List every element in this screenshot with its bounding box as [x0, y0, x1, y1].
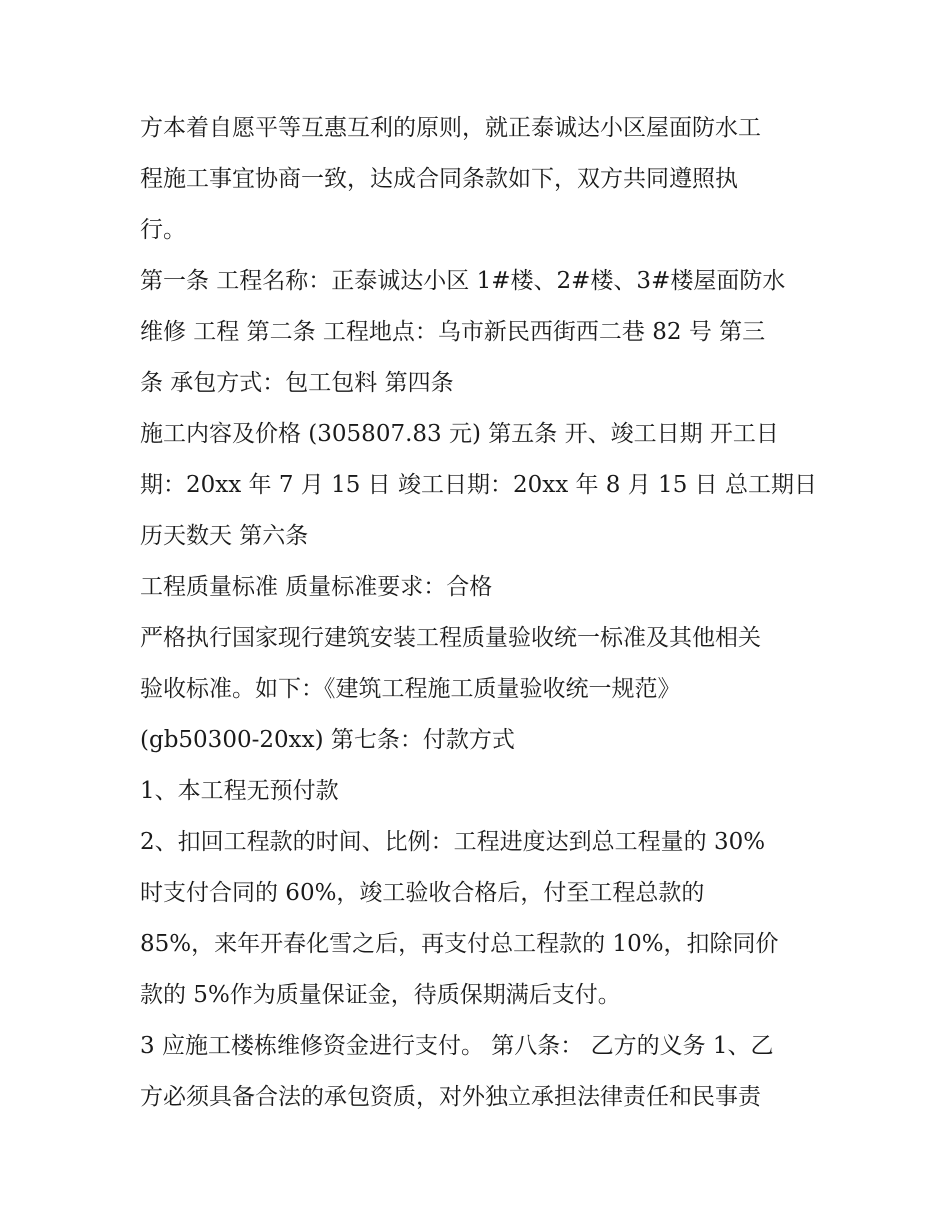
text-line: 严格执行国家现行建筑安装工程质量验收统一标准及其他相关 [140, 625, 761, 651]
text-line: 验收标准。如下：《建筑工程施工质量验收统一规范》 [140, 676, 681, 702]
text-line: 85%，来年开春化雪之后，再支付总工程款的 10%，扣除同价 [140, 931, 779, 957]
text-line: 维修 工程 第二条 工程地点：乌市新民西街西二巷 82 号 第三 [140, 319, 766, 345]
text-line: 3 应施工楼栋维修资金进行支付。 第八条： 乙方的义务 1、乙 [140, 1033, 774, 1059]
text-line: 方本着自愿平等互惠互利的原则，就正泰诚达小区屋面防水工 [140, 115, 761, 141]
text-line: (gb50300-20xx) 第七条：付款方式 [140, 727, 515, 753]
text-line: 历天数天 第六条 [140, 523, 309, 549]
text-line: 1、本工程无预付款 [140, 778, 339, 804]
text-line: 施工内容及价格 (305807.83 元) 第五条 开、竣工日期 开工日 [140, 421, 779, 447]
text-line: 条 承包方式：包工包料 第四条 [140, 370, 454, 396]
text-line: 期：20xx 年 7 月 15 日 竣工日期：20xx 年 8 月 15 日 总工期日 [140, 472, 817, 498]
text-line: 工程质量标准 质量标准要求：合格 [140, 574, 493, 600]
text-line: 2、扣回工程款的时间、比例：工程进度达到总工程量的 30% [140, 829, 766, 855]
text-line: 行。 [140, 217, 186, 243]
contract-body-text [140, 103, 830, 1123]
text-line: 程施工事宜协商一致，达成合同条款如下，双方共同遵照执 [140, 166, 738, 192]
text-line: 时支付合同的 60%，竣工验收合格后，付至工程总款的 [140, 880, 705, 906]
text-line: 款的 5%作为质量保证金，待质保期满后支付。 [140, 982, 621, 1008]
text-line: 第一条 工程名称：正泰诚达小区 1#楼、2#楼、3#楼屋面防水 [140, 268, 786, 294]
text-line: 方必须具备合法的承包资质，对外独立承担法律责任和民事责 [140, 1084, 761, 1110]
